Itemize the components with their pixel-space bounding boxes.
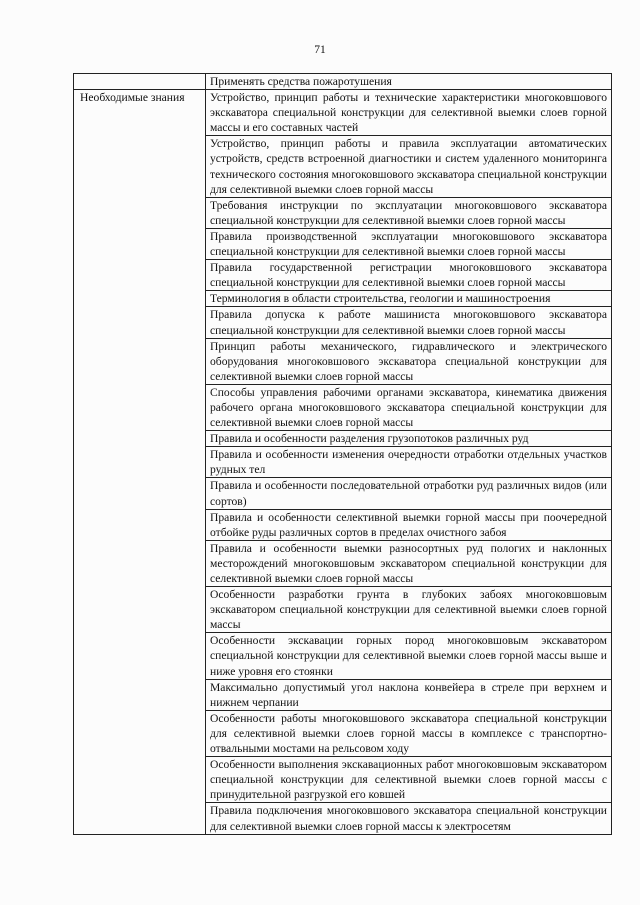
knowledge-item: Особенности экскавации горных пород многоковшовым экскаватором специальной конструкции для селективной выемки слоев горной массы выше и ниже уровня его стоянки — [206, 633, 612, 679]
knowledge-table — [73, 73, 612, 835]
knowledge-item: Устройство, принцип работы и правила эксплуатации автоматических устройств, средств встроенной диагностики и систем удаленного мониторинга технического состояния многоковшового экскаватора специальной конструкции для селективной выемки слоев горной массы — [206, 136, 612, 197]
knowledge-item: Особенности работы многоковшового экскаватора специальной конструкции для селективной выемки слоев горной массы в комплексе с транспортно-отвальными мостами на рельсовом ходу — [206, 710, 612, 756]
knowledge-item: Правила производственной эксплуатации многоковшового экскаватора специальной конструкции для селективной выемки слоев горной массы — [206, 228, 612, 259]
table-cell-first: Применять средства пожаротушения — [206, 74, 612, 90]
knowledge-item: Правила и особенности последовательной отработки руд различных видов (или сортов) — [206, 478, 612, 509]
knowledge-item: Требования инструкции по эксплуатации многоковшового экскаватора специальной конструкции для селективной выемки слоев горной массы — [206, 197, 612, 228]
table-row — [74, 74, 612, 90]
section-label: Необходимые знания — [74, 90, 206, 835]
knowledge-item: Особенности разработки грунта в глубоких забоях многоковшовым экскаватором специальной конструкции для селективной выемки слоев горной массы — [206, 587, 612, 633]
knowledge-item: Терминология в области строительства, геологии и машиностроения — [206, 291, 612, 307]
table-row — [74, 90, 612, 136]
knowledge-item: Правила государственной регистрации многоковшового экскаватора специальной конструкции для селективной выемки слоев горной массы — [206, 260, 612, 291]
empty-label-cell — [74, 74, 206, 90]
knowledge-item: Правила и особенности селективной выемки горной массы при поочередной отбойке руды различных сортов в пределах очистного забоя — [206, 509, 612, 540]
knowledge-item: Способы управления рабочими органами экскаватора, кинематика движения рабочего органа многоковшового экскаватора специальной конструкции для селективной выемки слоев горной массы — [206, 384, 612, 430]
knowledge-item: Правила и особенности разделения грузопотоков различных руд — [206, 431, 612, 447]
knowledge-item: Устройство, принцип работы и технические характеристики многоковшового экскаватора специальной конструкции для селективной выемки слоев горной массы и его составных частей — [206, 90, 612, 136]
knowledge-item: Правила и особенности выемки разносортных руд пологих и наклонных месторождений многоковшовым экскаватором специальной конструкции для селективной выемки слоев горной массы — [206, 540, 612, 586]
page-number: 71 — [314, 44, 326, 56]
knowledge-item: Принцип работы механического, гидравлического и электрического оборудования многоковшового экскаватора специальной конструкции для селективной выемки слоев горной массы — [206, 338, 612, 384]
knowledge-item: Правила допуска к работе машиниста многоковшового экскаватора специальной конструкции для селективной выемки слоев горной массы — [206, 307, 612, 338]
knowledge-item: Максимально допустимый угол наклона конвейера в стреле при верхнем и нижнем черпании — [206, 679, 612, 710]
knowledge-item: Правила подключения многоковшового экскаватора специальной конструкции для селективной выемки слоев горной массы к электросетям — [206, 803, 612, 834]
knowledge-item: Особенности выполнения экскавационных работ многоковшовым экскаватором специальной конструкции для селективной выемки слоев горной массы с принудительной разгрузкой его ковшей — [206, 757, 612, 803]
knowledge-item: Правила и особенности изменения очередности отработки отдельных участков рудных тел — [206, 447, 612, 478]
